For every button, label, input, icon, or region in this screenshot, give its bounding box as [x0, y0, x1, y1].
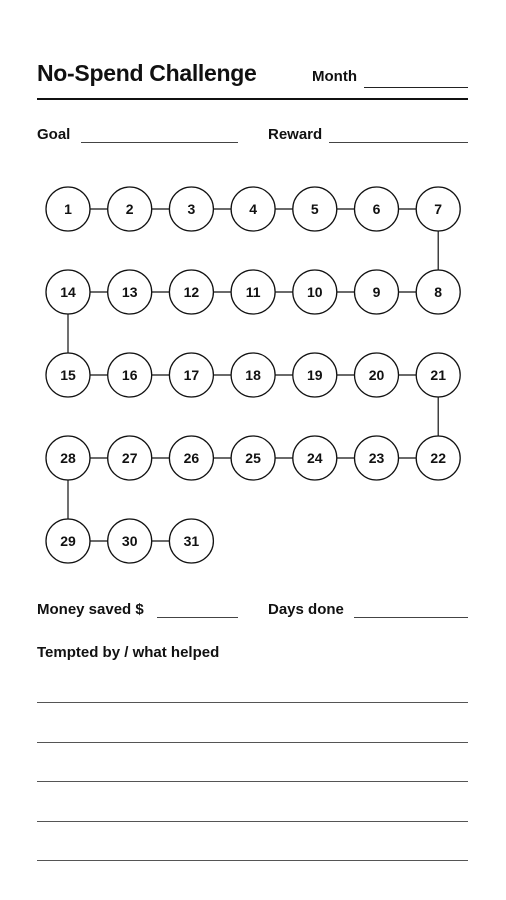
- day-number: 15: [60, 367, 76, 383]
- day-circle-21[interactable]: [416, 353, 460, 397]
- goal-label: Goal: [37, 126, 71, 143]
- day-circle-25[interactable]: [231, 436, 275, 480]
- day-number: 10: [307, 284, 323, 300]
- day-number: 25: [245, 450, 261, 466]
- month-label: Month: [312, 68, 357, 85]
- notes-line[interactable]: [37, 742, 468, 743]
- day-number: 22: [430, 450, 446, 466]
- day-circle-14[interactable]: [46, 270, 90, 314]
- day-circle-28[interactable]: [46, 436, 90, 480]
- day-circle-5[interactable]: [293, 187, 337, 231]
- day-circle-22[interactable]: [416, 436, 460, 480]
- day-number: 4: [249, 201, 257, 217]
- day-circle-19[interactable]: [293, 353, 337, 397]
- day-circle-18[interactable]: [231, 353, 275, 397]
- day-number: 30: [121, 533, 138, 549]
- money-saved-label: Money saved $: [37, 601, 144, 618]
- day-number: 9: [372, 284, 381, 300]
- day-number: 28: [60, 450, 76, 466]
- money-saved-field[interactable]: [157, 617, 238, 618]
- day-number: 26: [183, 450, 200, 466]
- day-circle-4[interactable]: [231, 187, 275, 231]
- day-number: 8: [434, 284, 443, 300]
- day-number: 17: [183, 367, 200, 383]
- day-circle-15[interactable]: [46, 353, 90, 397]
- day-circle-23[interactable]: [355, 436, 399, 480]
- day-circle-7[interactable]: [416, 187, 460, 231]
- notes-heading: Tempted by / what helped: [37, 644, 220, 661]
- day-circle-31[interactable]: [169, 519, 213, 563]
- reward-label: Reward: [268, 126, 323, 143]
- day-number: 1: [64, 201, 72, 217]
- notes-line[interactable]: [37, 821, 468, 822]
- day-circle-30[interactable]: [108, 519, 152, 563]
- day-circle-26[interactable]: [169, 436, 213, 480]
- day-number: 24: [307, 450, 323, 466]
- days-done-label: Days done: [268, 601, 344, 618]
- day-number: 23: [368, 450, 385, 466]
- day-number: 5: [310, 201, 319, 217]
- notes-line[interactable]: [37, 860, 468, 861]
- day-circle-16[interactable]: [108, 353, 152, 397]
- day-number: 7: [434, 201, 443, 217]
- day-circle-9[interactable]: [355, 270, 399, 314]
- day-number: 2: [125, 201, 134, 217]
- day-circle-27[interactable]: [108, 436, 152, 480]
- day-circle-20[interactable]: [355, 353, 399, 397]
- day-circle-1[interactable]: [46, 187, 90, 231]
- page-title: No-Spend Challenge: [37, 60, 257, 86]
- day-circle-24[interactable]: [293, 436, 337, 480]
- day-circle-10[interactable]: [293, 270, 337, 314]
- day-number: 20: [368, 367, 385, 383]
- day-number: 21: [430, 367, 446, 383]
- day-circle-3[interactable]: [169, 187, 213, 231]
- day-number: 3: [187, 201, 196, 217]
- day-circle-12[interactable]: [169, 270, 213, 314]
- day-circle-6[interactable]: [355, 187, 399, 231]
- day-number: 12: [183, 284, 200, 300]
- day-number: 27: [121, 450, 138, 466]
- notes-line[interactable]: [37, 781, 468, 782]
- notes-line[interactable]: [37, 702, 468, 703]
- day-circle-17[interactable]: [169, 353, 213, 397]
- day-number: 14: [60, 284, 76, 300]
- day-number: 11: [245, 284, 261, 300]
- day-circle-13[interactable]: [108, 270, 152, 314]
- day-circle-8[interactable]: [416, 270, 460, 314]
- day-circle-11[interactable]: [231, 270, 275, 314]
- day-number: 18: [245, 367, 261, 383]
- days-done-field[interactable]: [354, 617, 468, 618]
- day-number: 6: [372, 201, 381, 217]
- day-circle-29[interactable]: [46, 519, 90, 563]
- day-number: 13: [121, 284, 138, 300]
- day-number: 31: [183, 533, 200, 549]
- day-number: 19: [307, 367, 323, 383]
- day-number: 29: [60, 533, 76, 549]
- day-number: 16: [121, 367, 138, 383]
- day-circle-2[interactable]: [108, 187, 152, 231]
